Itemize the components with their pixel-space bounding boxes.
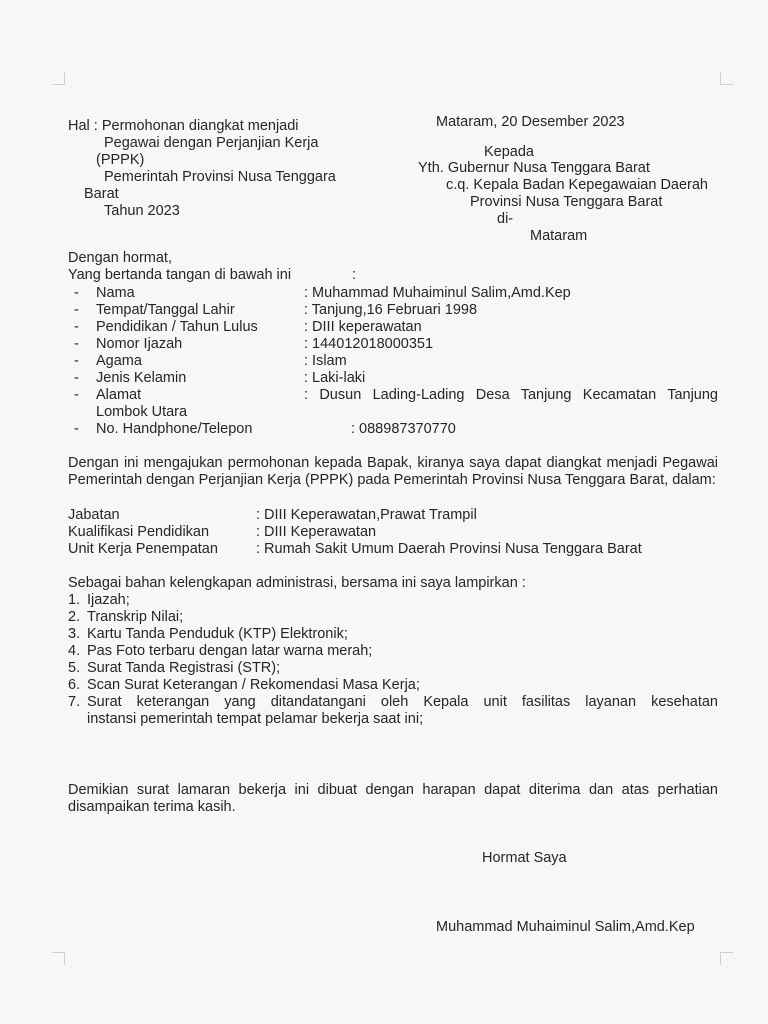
position-value-jabatan: : DIII Keperawatan,Prawat Trampil (256, 507, 477, 523)
subject-line-2: (PPPK) (96, 152, 145, 168)
subject-line-3: Pemerintah Provinsi Nusa Tenggara (104, 169, 336, 185)
detail-label-phone: No. Handphone/Telepon (96, 421, 253, 437)
detail-value-name: : Muhammad Muhaiminul Salim,Amd.Kep (304, 285, 571, 301)
bullet: - (74, 319, 79, 335)
detail-value-address: : Dusun Lading-Lading Desa Tanjung Kecamatan Tanjung (304, 387, 718, 403)
detail-label-religion: Agama (96, 353, 142, 369)
recipient-line-5: Mataram (530, 228, 588, 244)
place-date: Mataram, 20 Desember 2023 (436, 114, 625, 130)
list-item: 7. Surat keterangan yang ditandatangani oleh Kepala unit fasilitas layanan kesehatan (68, 694, 718, 710)
crop-mark-top-left (52, 72, 65, 85)
attachments-intro: Sebagai bahan kelengkapan administrasi, bersama ini saya lampirkan : (68, 575, 526, 591)
request-paragraph: Dengan ini mengajukan permohonan kepada Bapak, kiranya saya dapat diangkat menjadi Pegawai Pemerintah dengan Perjanjian Kerja (PPPK) pada Pemerintah Provinsi Nusa Tenggara Barat, dalam: (68, 455, 718, 488)
bullet: - (74, 387, 79, 403)
detail-value-phone: : 088987370770 (351, 421, 456, 437)
detail-label-birth: Tempat/Tanggal Lahir (96, 302, 235, 318)
position-label-unit: Unit Kerja Penempatan (68, 541, 218, 557)
greeting: Dengan hormat, (68, 250, 172, 266)
detail-value-birth: : Tanjung,16 Februari 1998 (304, 302, 478, 318)
crop-mark-bottom-right (720, 952, 733, 965)
recipient-line-4: di- (497, 211, 514, 227)
regards: Hormat Saya (482, 850, 567, 866)
subject-label: Hal : Permohonan diangkat menjadi (68, 118, 299, 134)
recipient-line-1: Yth. Gubernur Nusa Tenggara Barat (418, 160, 650, 176)
intro: Yang bertanda tangan di bawah ini (68, 267, 292, 283)
intro-colon: : (352, 267, 357, 283)
detail-label-address: Alamat (96, 387, 142, 403)
bullet: - (74, 421, 79, 437)
position-label-jabatan: Jabatan (68, 507, 120, 523)
detail-value-education: : DIII keperawatan (304, 319, 422, 335)
list-item: 6. Scan Surat Keterangan / Rekomendasi Masa Kerja; (68, 677, 420, 693)
detail-value-gender: : Laki-laki (304, 370, 366, 386)
list-item: 3. Kartu Tanda Penduduk (KTP) Elektronik; (68, 626, 348, 642)
closing-paragraph: Demikian surat lamaran bekerja ini dibuat dengan harapan dapat diterima dan atas perhatian disampaikan terima kasih. (68, 782, 718, 815)
bullet: - (74, 285, 79, 301)
list-item: 1. Ijazah; (68, 592, 130, 608)
detail-value-diploma-number: : 144012018000351 (304, 336, 434, 352)
recipient-to: Kepada (484, 144, 534, 160)
detail-address-continued: Lombok Utara (96, 404, 188, 420)
signature-name: Muhammad Muhaiminul Salim,Amd.Kep (436, 919, 695, 935)
bullet: - (74, 353, 79, 369)
detail-label-diploma-number: Nomor Ijazah (96, 336, 183, 352)
position-value-unit: : Rumah Sakit Umum Daerah Provinsi Nusa Tenggara Barat (256, 541, 642, 557)
list-item: 4. Pas Foto terbaru dengan latar warna merah; (68, 643, 373, 659)
subject-line-4: Barat (84, 186, 119, 202)
detail-label-gender: Jenis Kelamin (96, 370, 187, 386)
detail-label-education: Pendidikan / Tahun Lulus (96, 319, 258, 335)
recipient-line-3: Provinsi Nusa Tenggara Barat (470, 194, 663, 210)
bullet: - (74, 370, 79, 386)
crop-mark-top-right (720, 72, 733, 85)
detail-value-religion: : Islam (304, 353, 347, 369)
detail-label-name: Nama (96, 285, 135, 301)
list-item-continued: instansi pemerintah tempat pelamar bekerja saat ini; (87, 711, 424, 727)
list-item: 2. Transkrip Nilai; (68, 609, 184, 625)
position-value-qualification: : DIII Keperawatan (256, 524, 377, 540)
recipient-line-2: c.q. Kepala Badan Kepegawaian Daerah (446, 177, 708, 193)
crop-mark-bottom-left (52, 952, 65, 965)
bullet: - (74, 336, 79, 352)
list-item: 5. Surat Tanda Registrasi (STR); (68, 660, 281, 676)
bullet: - (74, 302, 79, 318)
subject-line-5: Tahun 2023 (104, 203, 180, 219)
subject-line-1: Pegawai dengan Perjanjian Kerja (104, 135, 319, 151)
position-label-qualification: Kualifikasi Pendidikan (68, 524, 210, 540)
